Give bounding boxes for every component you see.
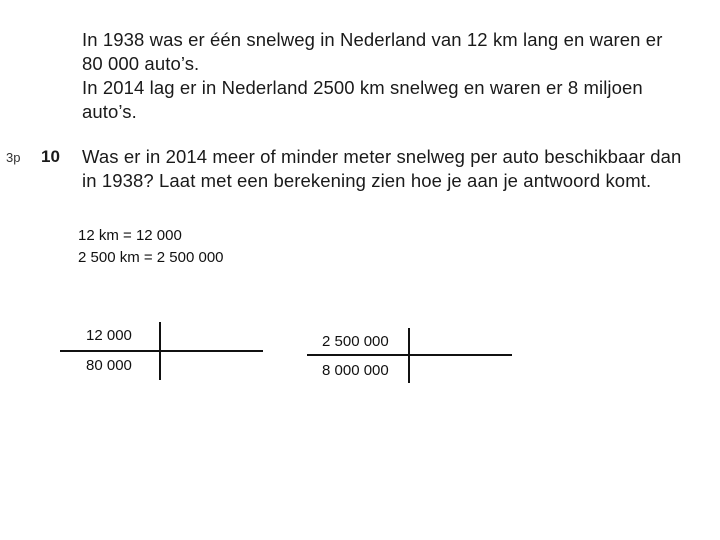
table-1-top-value: 12 000 — [86, 327, 132, 344]
table-2-top-value: 2 500 000 — [322, 333, 389, 350]
conversion-line-2: 2 500 km = 2 500 000 — [78, 249, 224, 266]
prompt-line-1: Was er in 2014 meer of minder meter snelweg per auto beschikbaar dan — [82, 146, 682, 167]
table-1-vertical-line — [159, 322, 161, 380]
question-prompt — [82, 145, 717, 193]
table-2-bottom-value: 8 000 000 — [322, 362, 389, 379]
table-2-vertical-line — [408, 328, 410, 383]
question-number: 10 — [41, 147, 60, 166]
intro-line-4: auto’s. — [82, 101, 137, 122]
prompt-line-2: in 1938? Laat met een berekening zien hoe je aan je antwoord komt. — [82, 170, 652, 191]
question-intro — [82, 28, 712, 124]
table-1-horizontal-line — [60, 350, 263, 352]
intro-line-3: In 2014 lag er in Nederland 2500 km snelweg en waren er 8 miljoen — [82, 77, 643, 98]
intro-line-2: 80 000 auto’s. — [82, 53, 200, 74]
intro-line-1: In 1938 was er één snelweg in Nederland van 12 km lang en waren er — [82, 29, 663, 50]
conversion-line-1: 12 km = 12 000 — [78, 227, 182, 244]
table-1-bottom-value: 80 000 — [86, 357, 132, 374]
points-label: 3p — [6, 150, 21, 165]
